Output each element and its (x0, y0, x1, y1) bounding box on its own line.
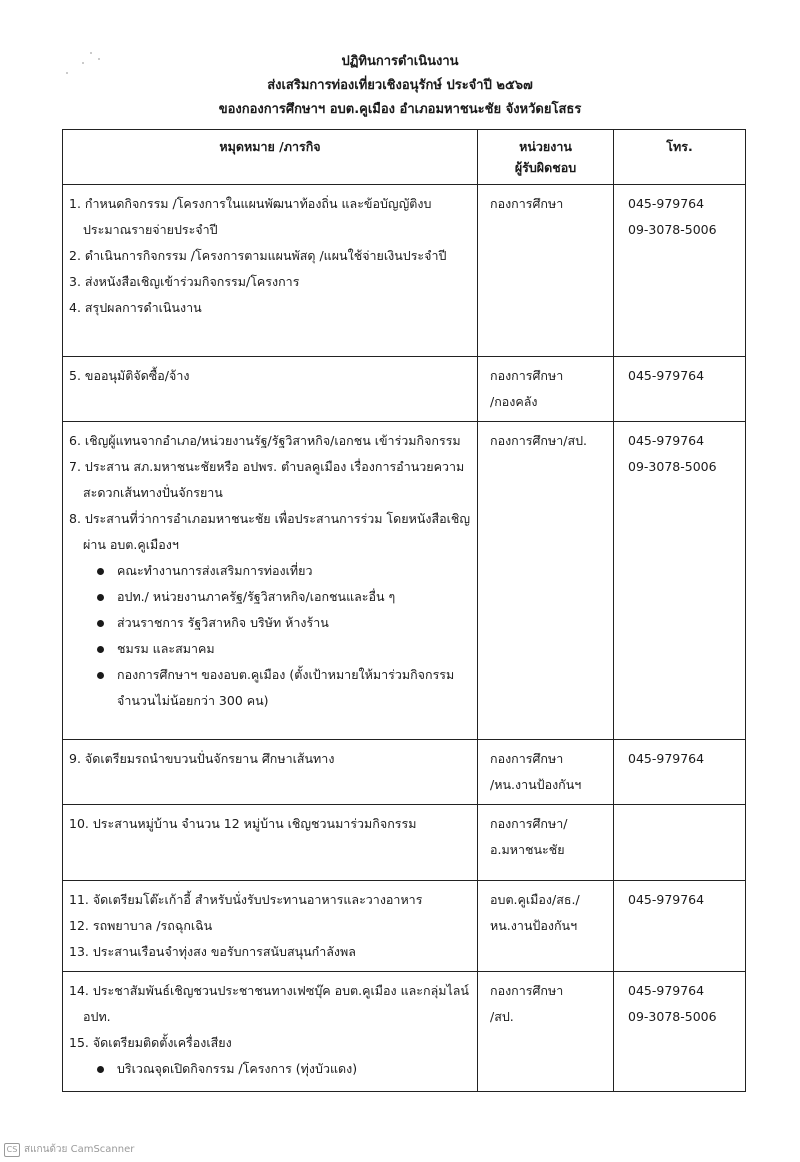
document-title: ปฏิทินการดำเนินงาน (341, 54, 459, 69)
task-cell (63, 805, 478, 881)
header-task: หมุดหมาย /ภารกิจ (63, 130, 478, 185)
watermark-text: สแกนด้วย CamScanner (24, 1144, 135, 1155)
table-row (63, 972, 746, 1092)
table-header-row (63, 130, 746, 185)
phone-number: 045-979764 (628, 196, 705, 211)
unit-line: /สป. (490, 1009, 514, 1024)
phone-number: 09-3078-5006 (628, 222, 717, 237)
unit-line: กองการศึกษา/สป. (490, 433, 587, 448)
phone-cell (614, 805, 746, 881)
unit-cell (478, 805, 614, 881)
table-row (63, 805, 746, 881)
document-organization: ของกองการศึกษาฯ อบต.คูเมือง อำเภอมหาชนะชัย จังหวัดยโสธร (218, 102, 582, 117)
bullet-item: กองการศึกษาฯ ของอบต.คูเมือง (ตั้งเป้าหมายให้มาร่วมกิจกรรม จำนวนไม่น้อยกว่า 300 คน) (69, 662, 473, 714)
task-item: 11. จัดเตรียมโต๊ะเก้าอี้ สำหรับนั่งรับประทานอาหารและวางอาหาร (69, 892, 423, 907)
task-cell (63, 422, 478, 740)
task-cell (63, 185, 478, 357)
unit-cell (478, 357, 614, 422)
task-item: 6. เชิญผู้แทนจากอำเภอ/หน่วยงานรัฐ/รัฐวิสาหกิจ/เอกชน เข้าร่วมกิจกรรม (69, 433, 461, 448)
unit-line: อ.มหาชนะชัย (490, 842, 565, 857)
table-row (63, 740, 746, 805)
task-cell (63, 740, 478, 805)
task-item: 5. ขออนุมัติจัดซื้อ/จ้าง (69, 368, 190, 383)
schedule-table (62, 129, 746, 1092)
task-item: 8. ประสานที่ว่าการอำเภอมหาชนะชัย เพื่อประสานการร่วม โดยหนังสือเชิญผ่าน อบต.คูเมืองฯ (69, 511, 471, 552)
bullet-item: อปท./ หน่วยงานภาครัฐ/รัฐวิสาหกิจ/เอกชนและอื่น ๆ (69, 584, 473, 610)
header-phone: โทร. (614, 130, 746, 185)
header-unit-line2: ผู้รับผิดชอบ (514, 160, 577, 175)
bullet-item: บริเวณจุดเปิดกิจกรรม /โครงการ (ทุ่งบัวแดง) (69, 1056, 473, 1082)
document-header (0, 50, 800, 122)
bullet-item: ส่วนราชการ รัฐวิสาหกิจ บริษัท ห้างร้าน (69, 610, 473, 636)
table-body (63, 185, 746, 1092)
bullet-item: คณะทำงานการส่งเสริมการท่องเที่ยว (69, 558, 473, 584)
phone-number: 045-979764 (628, 983, 705, 998)
phone-number: 09-3078-5006 (628, 1009, 717, 1024)
task-item: 14. ประชาสัมพันธ์เชิญชวนประชาชนทางเฟซบุ๊ค อบต.คูเมือง และกลุ่มไลน์ อปท. (69, 983, 469, 1024)
unit-cell (478, 740, 614, 805)
unit-line: /กองคลัง (490, 394, 538, 409)
unit-line: กองการศึกษา (490, 751, 564, 766)
table-row (63, 422, 746, 740)
phone-cell (614, 881, 746, 972)
table-row (63, 185, 746, 357)
task-item: 13. ประสานเรือนจำทุ่งสง ขอรับการสนับสนุนกำลังพล (69, 944, 356, 959)
unit-line: กองการศึกษา (490, 196, 564, 211)
unit-line: กองการศึกษา/ (490, 816, 568, 831)
header-unit-line1: หน่วยงาน (519, 139, 572, 154)
task-item: 9. จัดเตรียมรถนำขบวนปั่นจักรยาน ศึกษาเส้นทาง (69, 751, 335, 766)
task-cell (63, 972, 478, 1092)
phone-cell (614, 972, 746, 1092)
unit-line: อบต.คูเมือง/สธ./ (490, 892, 580, 907)
task-item: 7. ประสาน สภ.มหาชนะชัยหรือ อปพร. ตำบลคูเมือง เรื่องการอำนวยความสะดวกเส้นทางปั่นจักรยาน (69, 459, 465, 500)
table-row (63, 881, 746, 972)
phone-number: 045-979764 (628, 433, 705, 448)
phone-cell (614, 357, 746, 422)
phone-number: 045-979764 (628, 892, 705, 907)
unit-line: หน.งานป้องกันฯ (490, 918, 578, 933)
unit-line: /หน.งานป้องกันฯ (490, 777, 582, 792)
scanner-watermark (4, 1142, 134, 1157)
unit-cell (478, 972, 614, 1092)
unit-line: กองการศึกษา (490, 983, 564, 998)
task-cell (63, 357, 478, 422)
phone-cell (614, 422, 746, 740)
task-item: 4. สรุปผลการดำเนินงาน (69, 300, 202, 315)
task-item: 12. รถพยาบาล /รถฉุกเฉิน (69, 918, 213, 933)
unit-cell (478, 422, 614, 740)
bullet-item: ชมรม และสมาคม (69, 636, 473, 662)
camscanner-icon: CS (4, 1143, 20, 1157)
task-item: 1. กำหนดกิจกรรม /โครงการในแผนพัฒนาท้องถิ่น และข้อบัญญัติงบประมาณรายจ่ายประจำปี (69, 196, 432, 237)
unit-line: กองการศึกษา (490, 368, 564, 383)
table-row (63, 357, 746, 422)
task-item: 10. ประสานหมู่บ้าน จำนวน 12 หมู่บ้าน เชิญชวนมาร่วมกิจกรรม (69, 816, 417, 831)
unit-cell (478, 185, 614, 357)
task-cell (63, 881, 478, 972)
phone-cell (614, 185, 746, 357)
task-item: 3. ส่งหนังสือเชิญเข้าร่วมกิจกรรม/โครงการ (69, 274, 300, 289)
phone-cell (614, 740, 746, 805)
phone-number: 045-979764 (628, 751, 705, 766)
task-item: 2. ดำเนินการกิจกรรม /โครงการตามแผนพัสดุ /แผนใช้จ่ายเงินประจำปี (69, 248, 447, 263)
phone-number: 09-3078-5006 (628, 459, 717, 474)
phone-number: 045-979764 (628, 368, 705, 383)
unit-cell (478, 881, 614, 972)
header-unit (478, 130, 614, 185)
document-subtitle: ส่งเสริมการท่องเที่ยวเชิงอนุรักษ์ ประจำปี ๒๕๖๗ (267, 78, 533, 93)
task-item: 15. จัดเตรียมติดตั้งเครื่องเสียง (69, 1035, 232, 1050)
